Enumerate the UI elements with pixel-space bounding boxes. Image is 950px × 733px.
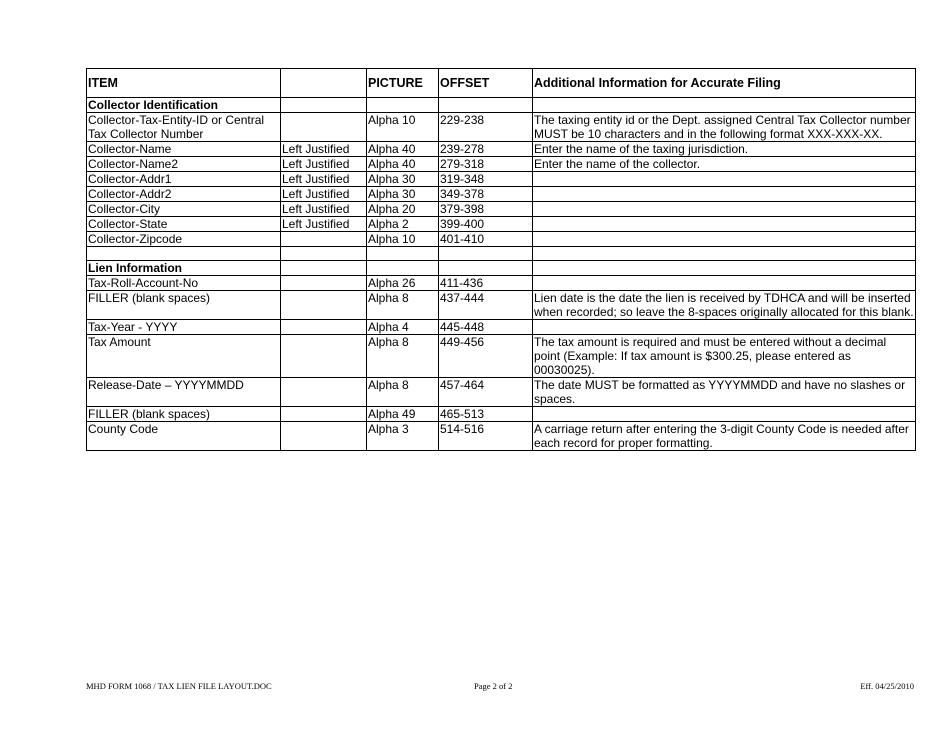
- table-row: [87, 407, 916, 422]
- cell-item: Collector-Addr1: [87, 172, 281, 187]
- cell-justification: [281, 378, 367, 407]
- cell-justification: Left Justified: [281, 142, 367, 157]
- cell-item: Collector-Name2: [87, 157, 281, 172]
- cell-picture: [367, 247, 439, 261]
- cell-offset: 411-436: [439, 276, 533, 291]
- cell-picture: Alpha 49: [367, 407, 439, 422]
- header-offset: OFFSET: [439, 69, 533, 98]
- cell-offset: 514-516: [439, 422, 533, 451]
- table-row: [87, 335, 916, 378]
- header-row: [87, 69, 916, 98]
- cell-picture: Alpha 4: [367, 320, 439, 335]
- cell-item: Collector-State: [87, 217, 281, 232]
- cell-additional-info: [533, 217, 916, 232]
- cell-item: County Code: [87, 422, 281, 451]
- header-item: ITEM: [87, 69, 281, 98]
- cell-offset: 379-398: [439, 202, 533, 217]
- cell-additional-info: [533, 187, 916, 202]
- cell-item: Collector-City: [87, 202, 281, 217]
- footer-form-name: MHD FORM 1068 / TAX LIEN FILE LAYOUT.DOC: [86, 681, 272, 691]
- cell-picture: Alpha 3: [367, 422, 439, 451]
- cell-item: Collector-Tax-Entity-ID or Central Tax Collector Number: [87, 113, 281, 142]
- header-info: Additional Information for Accurate Filing: [533, 69, 916, 98]
- cell-offset: 319-348: [439, 172, 533, 187]
- cell-justification: Left Justified: [281, 187, 367, 202]
- cell-picture: Alpha 26: [367, 276, 439, 291]
- table-row: [87, 142, 916, 157]
- cell-justification: [281, 261, 367, 276]
- cell-picture: Alpha 40: [367, 142, 439, 157]
- cell-offset: 445-448: [439, 320, 533, 335]
- cell-justification: [281, 291, 367, 320]
- cell-picture: Alpha 30: [367, 187, 439, 202]
- table-row: [87, 232, 916, 247]
- table-body: [87, 98, 916, 451]
- cell-item: Collector-Addr2: [87, 187, 281, 202]
- cell-justification: [281, 247, 367, 261]
- cell-additional-info: [533, 202, 916, 217]
- cell-item: Release-Date – YYYYMMDD: [87, 378, 281, 407]
- cell-justification: Left Justified: [281, 157, 367, 172]
- cell-justification: Left Justified: [281, 217, 367, 232]
- section-row: [87, 261, 916, 276]
- cell-picture: Alpha 8: [367, 291, 439, 320]
- table-row: [87, 320, 916, 335]
- cell-picture: Alpha 10: [367, 113, 439, 142]
- table-row: [87, 113, 916, 142]
- cell-picture: Alpha 10: [367, 232, 439, 247]
- table-row: [87, 172, 916, 187]
- cell-offset: 279-318: [439, 157, 533, 172]
- cell-additional-info: Enter the name of the taxing jurisdiction.: [533, 142, 916, 157]
- cell-additional-info: [533, 261, 916, 276]
- cell-justification: Left Justified: [281, 172, 367, 187]
- cell-justification: [281, 232, 367, 247]
- cell-additional-info: [533, 407, 916, 422]
- cell-offset: 457-464: [439, 378, 533, 407]
- cell-item: Collector Identification: [87, 98, 281, 113]
- table-row: [87, 291, 916, 320]
- cell-picture: [367, 98, 439, 113]
- cell-picture: [367, 261, 439, 276]
- table-row: [87, 247, 916, 261]
- cell-justification: [281, 407, 367, 422]
- section-row: [87, 98, 916, 113]
- header-picture: PICTURE: [367, 69, 439, 98]
- cell-offset: 349-378: [439, 187, 533, 202]
- cell-item: Collector-Name: [87, 142, 281, 157]
- cell-item: FILLER (blank spaces): [87, 407, 281, 422]
- table-row: [87, 202, 916, 217]
- cell-additional-info: The taxing entity id or the Dept. assigned Central Tax Collector number MUST be 10 characters and in the following format XXX-XXX-XX.: [533, 113, 916, 142]
- table-row: [87, 378, 916, 407]
- cell-picture: Alpha 2: [367, 217, 439, 232]
- table-row: [87, 422, 916, 451]
- table-row: [87, 217, 916, 232]
- cell-justification: Left Justified: [281, 202, 367, 217]
- cell-item: [87, 247, 281, 261]
- cell-item: Collector-Zipcode: [87, 232, 281, 247]
- cell-item: FILLER (blank spaces): [87, 291, 281, 320]
- cell-offset: 437-444: [439, 291, 533, 320]
- cell-justification: [281, 98, 367, 113]
- cell-item: Tax-Year - YYYY: [87, 320, 281, 335]
- cell-picture: Alpha 30: [367, 172, 439, 187]
- cell-offset: 229-238: [439, 113, 533, 142]
- cell-additional-info: [533, 98, 916, 113]
- cell-offset: 449-456: [439, 335, 533, 378]
- file-layout-table: [86, 68, 916, 451]
- cell-additional-info: The date MUST be formatted as YYYYMMDD and have no slashes or spaces.: [533, 378, 916, 407]
- cell-additional-info: Lien date is the date the lien is received by TDHCA and will be inserted when recorded; so leave the 8-spaces originally allocated for this blank.: [534, 291, 914, 319]
- footer-effective-date: Eff. 04/25/2010: [860, 681, 914, 691]
- cell-additional-info: Enter the name of the collector.: [533, 157, 916, 172]
- cell-additional-info: [533, 232, 916, 247]
- footer-page-number: Page 2 of 2: [474, 681, 513, 691]
- cell-picture: Alpha 8: [367, 378, 439, 407]
- cell-item: Lien Information: [87, 261, 281, 276]
- cell-offset: [439, 261, 533, 276]
- cell-picture: Alpha 40: [367, 157, 439, 172]
- cell-picture: Alpha 20: [367, 202, 439, 217]
- table-row: [87, 276, 916, 291]
- cell-picture: Alpha 8: [367, 335, 439, 378]
- cell-offset: 465-513: [439, 407, 533, 422]
- cell-justification: [281, 422, 367, 451]
- table-row: [87, 157, 916, 172]
- cell-offset: 401-410: [439, 232, 533, 247]
- cell-offset: [439, 98, 533, 113]
- cell-offset: 399-400: [439, 217, 533, 232]
- cell-additional-info: [533, 172, 916, 187]
- cell-offset: 239-278: [439, 142, 533, 157]
- cell-additional-info: [533, 320, 916, 335]
- cell-justification: [281, 335, 367, 378]
- cell-item: Tax Amount: [87, 335, 281, 378]
- cell-justification: [281, 320, 367, 335]
- cell-justification: [281, 113, 367, 142]
- cell-item: Tax-Roll-Account-No: [87, 276, 281, 291]
- header-justify: [281, 69, 367, 98]
- cell-additional-info: [533, 276, 916, 291]
- cell-justification: [281, 276, 367, 291]
- cell-additional-info: The tax amount is required and must be entered without a decimal point (Example: If tax amount is $300.25, please entered as 00030025).: [533, 335, 916, 378]
- table-row: [87, 187, 916, 202]
- cell-additional-info: A carriage return after entering the 3-digit County Code is needed after each record for proper formatting.: [533, 422, 916, 451]
- cell-offset: [439, 247, 533, 261]
- cell-additional-info: [533, 247, 916, 261]
